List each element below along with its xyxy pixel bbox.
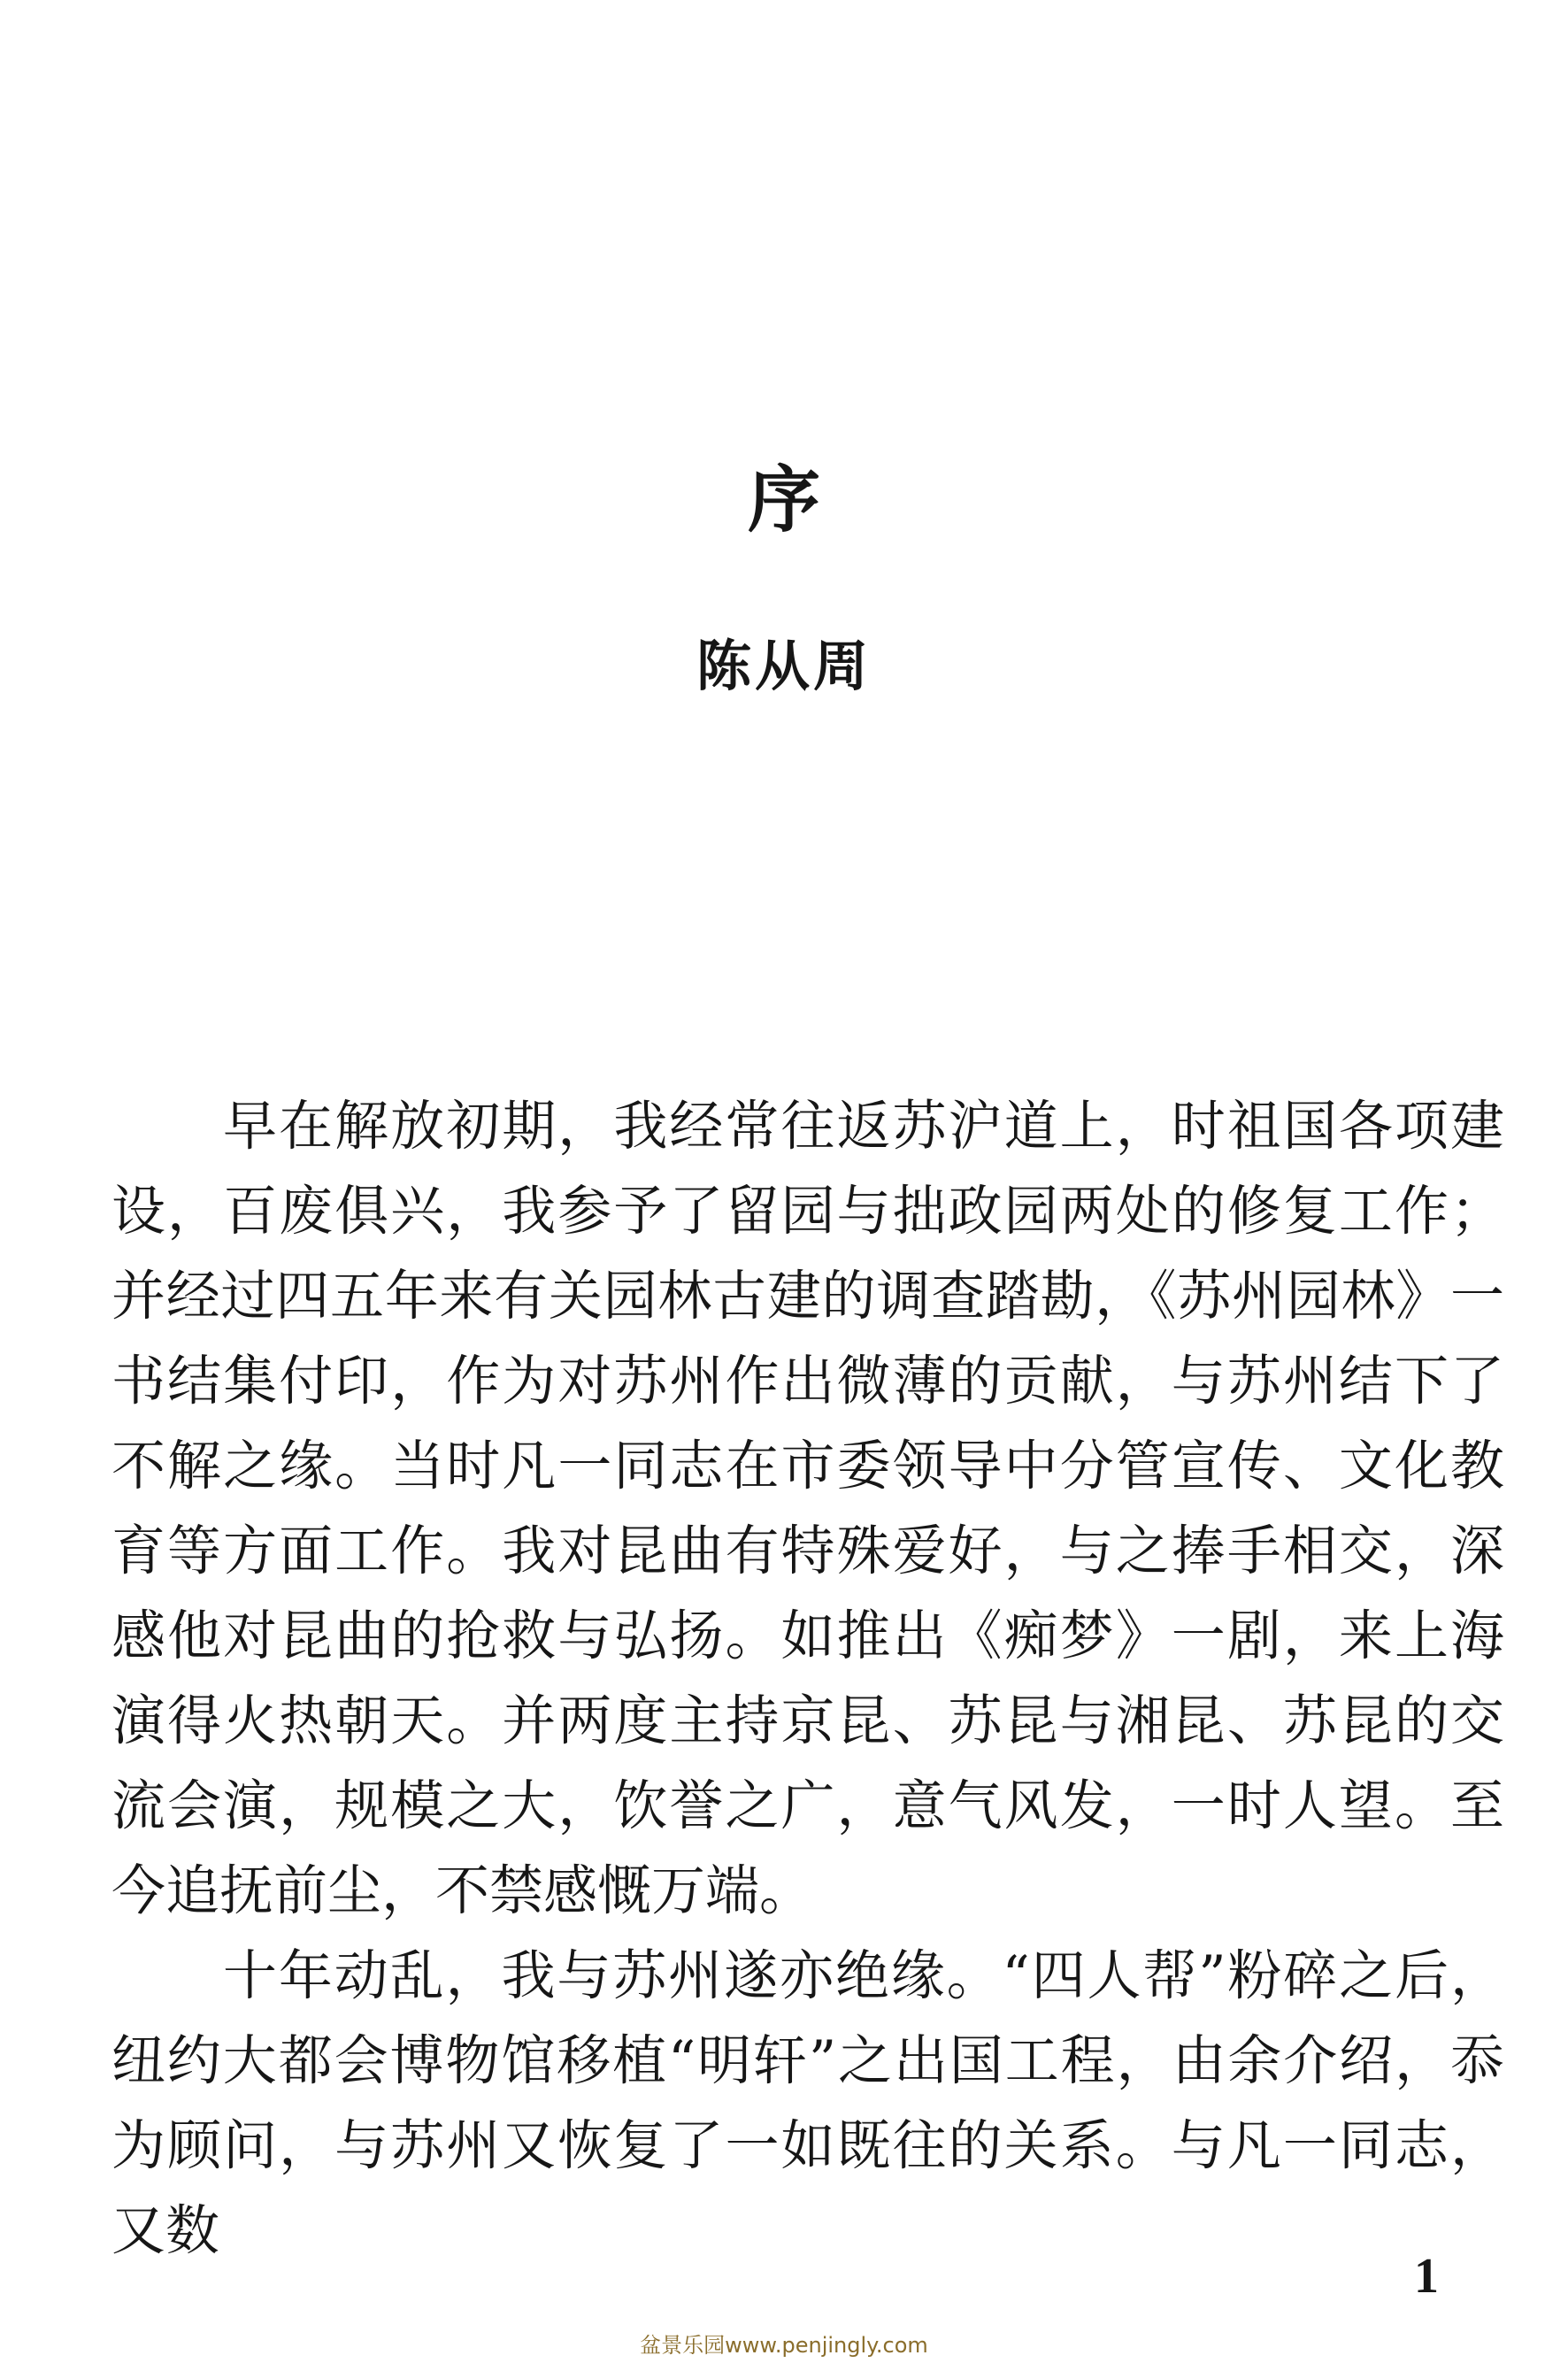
paragraph-2: 十年动乱，我与苏州遂亦绝缘。“四人帮”粉碎之后，纽约大都会博物馆移植“明轩”之出国工程，由余介绍，忝为顾问，与苏州又恢复了一如既往的关系。与凡一同志，又数: [111, 1944, 1504, 2262]
body-text: [111, 1084, 1504, 2274]
watermark-text: 盆景乐园www.penjingly.com: [640, 2333, 928, 2358]
paragraph-1: 早在解放初期，我经常往返苏沪道上，时祖国各项建设，百废俱兴，我参予了留园与拙政园两处的修复工作；并经过四五年来有关园林古建的调查踏勘，《苏州园林》一书结集付印，作为对苏州作出微薄的贡献，与苏州结下了不解之缘。当时凡一同志在市委领导中分管宣传、文化教育等方面工作。我对昆曲有特殊爱好，与之捧手相交，深感他对昆曲的抢救与弘扬。如推出《痴梦》一剧，来上海演得火热朝天。并两度主持京昆、苏昆与湘昆、苏昆的交流会演，规模之大，饮誉之广，意气风发，一时人望。至今追抚前尘，不禁感慨万端。: [111, 1095, 1504, 1922]
page-title: 序: [747, 458, 820, 543]
author-name: 陈从周: [696, 634, 872, 698]
page-number: 1: [1414, 2249, 1439, 2304]
